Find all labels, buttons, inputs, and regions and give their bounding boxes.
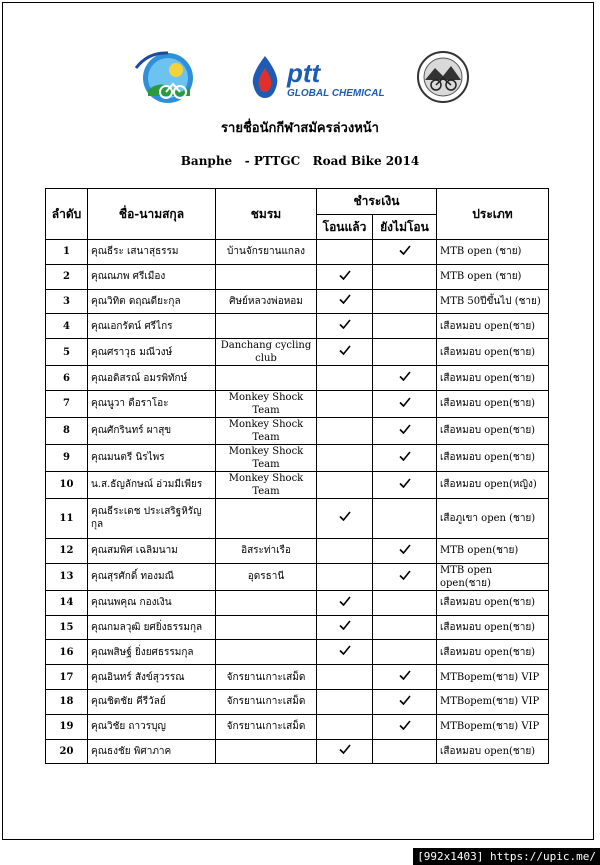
participant-name: คุณเอกรัตน์ ศรีไกร: [88, 314, 216, 339]
table-row: [46, 665, 549, 690]
unpaid-cell: [373, 739, 437, 764]
check-icon: [399, 544, 411, 554]
club-name: [216, 264, 317, 289]
race-category: เสือหมอบ open(ชาย): [437, 390, 549, 417]
club-name: ศิษย์หลวงพ่อหอม: [216, 289, 317, 314]
club-name: Monkey Shock Team: [216, 471, 317, 498]
paid-cell: [317, 366, 373, 391]
unpaid-cell: [373, 366, 437, 391]
race-category: เสือภูเขา open (ชาย): [437, 498, 549, 538]
paid-cell: [317, 417, 373, 444]
paid-cell: [317, 615, 373, 640]
participant-name: คุณสุรศักดิ์ ทองมณี: [88, 563, 216, 590]
club-name: [216, 366, 317, 391]
check-icon: [399, 397, 411, 407]
ptt-logo-text: ptt: [287, 58, 321, 88]
header-category: ประเภท: [437, 189, 549, 240]
participant-name: คุณมนตรี นิรไพร: [88, 444, 216, 471]
table-row: [46, 339, 549, 366]
check-icon: [339, 511, 351, 521]
race-category: MTB open (ชาย): [437, 240, 549, 265]
club-name: จักรยานเกาะเสม็ด: [216, 665, 317, 690]
race-category: เสือหมอบ open(ชาย): [437, 417, 549, 444]
participant-name: คุณพสิษฐ์ ยิ่งยศธรรมกุล: [88, 640, 216, 665]
row-number: 1: [46, 240, 88, 265]
image-host-footer: [992x1403] https://upic.me/: [413, 848, 600, 865]
paid-cell: [317, 289, 373, 314]
participant-name: คุณวิชัย ถาวรบุญ: [88, 714, 216, 739]
unpaid-cell: [373, 689, 437, 714]
table-row: [46, 390, 549, 417]
club-name: Monkey Shock Team: [216, 390, 317, 417]
unpaid-cell: [373, 289, 437, 314]
table-row: [46, 739, 549, 764]
unpaid-cell: [373, 590, 437, 615]
table-row: [46, 240, 549, 265]
row-number: 5: [46, 339, 88, 366]
check-icon: [399, 371, 411, 381]
check-icon: [339, 270, 351, 280]
participant-table-body: [46, 240, 549, 764]
row-number: 8: [46, 417, 88, 444]
unpaid-cell: [373, 339, 437, 366]
participant-name: น.ส.ธัญลักษณ์ อ่วมมีเพียร: [88, 471, 216, 498]
row-number: 4: [46, 314, 88, 339]
row-number: 7: [46, 390, 88, 417]
global-chemical-logo-text: GLOBAL CHEMICAL: [287, 88, 385, 99]
club-name: จักรยานเกาะเสม็ด: [216, 714, 317, 739]
row-number: 10: [46, 471, 88, 498]
unpaid-cell: [373, 417, 437, 444]
paid-cell: [317, 471, 373, 498]
paid-cell: [317, 714, 373, 739]
paid-cell: [317, 640, 373, 665]
unpaid-cell: [373, 538, 437, 563]
race-category: เสือหมอบ open(ชาย): [437, 739, 549, 764]
club-name: จักรยานเกาะเสม็ด: [216, 689, 317, 714]
cycling-club-logo: [128, 50, 206, 106]
header-unpaid: ยังไม่โอน: [373, 215, 437, 240]
check-icon: [339, 596, 351, 606]
paid-cell: [317, 314, 373, 339]
table-row: [46, 498, 549, 538]
race-category: MTBopem(ชาย) VIP: [437, 689, 549, 714]
header-club: ชมรม: [216, 189, 317, 240]
row-number: 19: [46, 714, 88, 739]
document-title: รายชื่อนักกีฬาสมัครล่วงหน้า: [221, 121, 379, 136]
participant-name: คุณนูวา ดือราโอะ: [88, 390, 216, 417]
table-row: [46, 471, 549, 498]
check-icon: [339, 744, 351, 754]
row-number: 16: [46, 640, 88, 665]
paid-cell: [317, 563, 373, 590]
participant-name: คุณศราวุธ มณีวงษ์: [88, 339, 216, 366]
check-icon: [399, 451, 411, 461]
participant-name: คุณธีระ เสนาสุธรรม: [88, 240, 216, 265]
race-category: MTBopem(ชาย) VIP: [437, 665, 549, 690]
unpaid-cell: [373, 264, 437, 289]
club-name: Danchang cycling club: [216, 339, 317, 366]
participant-name: คุณณภพ ศรีเมือง: [88, 264, 216, 289]
table-row: [46, 417, 549, 444]
unpaid-cell: [373, 390, 437, 417]
row-number: 3: [46, 289, 88, 314]
participant-name: คุณนพคุณ กองเงิน: [88, 590, 216, 615]
paid-cell: [317, 590, 373, 615]
table-row: [46, 590, 549, 615]
table-row: [46, 314, 549, 339]
check-icon: [399, 245, 411, 255]
unpaid-cell: [373, 640, 437, 665]
paid-cell: [317, 665, 373, 690]
race-category: เสือหมอบ open(ชาย): [437, 615, 549, 640]
club-name: บ้านจักรยานแกลง: [216, 240, 317, 265]
table-row: [46, 366, 549, 391]
paid-cell: [317, 689, 373, 714]
row-number: 20: [46, 739, 88, 764]
club-name: [216, 615, 317, 640]
row-number: 18: [46, 689, 88, 714]
paid-cell: [317, 444, 373, 471]
row-number: 14: [46, 590, 88, 615]
unpaid-cell: [373, 615, 437, 640]
event-subtitle: Banphe - PTTGC Road Bike 2014: [180, 154, 420, 168]
paid-cell: [317, 339, 373, 366]
paid-cell: [317, 538, 373, 563]
unpaid-cell: [373, 714, 437, 739]
table-row: [46, 538, 549, 563]
check-icon: [399, 695, 411, 705]
unpaid-cell: [373, 665, 437, 690]
race-category: เสือหมอบ open(ชาย): [437, 444, 549, 471]
table-row: [46, 615, 549, 640]
table-row: [46, 714, 549, 739]
participant-name: คุณธงชัย พิศาภาค: [88, 739, 216, 764]
paid-cell: [317, 390, 373, 417]
check-icon: [399, 478, 411, 488]
race-category: เสือหมอบ open(หญิง): [437, 471, 549, 498]
row-number: 2: [46, 264, 88, 289]
row-number: 13: [46, 563, 88, 590]
check-icon: [339, 620, 351, 630]
participant-name: คุณชิตชัย คีรีวัลย์: [88, 689, 216, 714]
check-icon: [339, 294, 351, 304]
road-bike-emblem-logo: [413, 50, 473, 104]
check-icon: [339, 345, 351, 355]
paid-cell: [317, 240, 373, 265]
participant-name: คุณสมพิศ เฉลิมนาม: [88, 538, 216, 563]
race-category: MTB open open(ชาย): [437, 563, 549, 590]
participant-name: คุณศักรินทร์ ผาสุข: [88, 417, 216, 444]
table-row: [46, 689, 549, 714]
participant-name: คุณกมลวุฒิ ยศยิ่งธรรมกุล: [88, 615, 216, 640]
club-name: [216, 590, 317, 615]
unpaid-cell: [373, 498, 437, 538]
unpaid-cell: [373, 240, 437, 265]
paid-cell: [317, 739, 373, 764]
club-name: อุดรธานี: [216, 563, 317, 590]
row-number: 15: [46, 615, 88, 640]
header-paid: โอนแล้ว: [317, 215, 373, 240]
row-number: 11: [46, 498, 88, 538]
row-number: 12: [46, 538, 88, 563]
check-icon: [339, 319, 351, 329]
race-category: เสือหมอบ open(ชาย): [437, 590, 549, 615]
check-icon: [339, 645, 351, 655]
club-name: Monkey Shock Team: [216, 444, 317, 471]
race-category: MTB open (ชาย): [437, 264, 549, 289]
table-row: [46, 444, 549, 471]
unpaid-cell: [373, 563, 437, 590]
unpaid-cell: [373, 314, 437, 339]
race-category: MTB open(ชาย): [437, 538, 549, 563]
participant-name: คุณอดิสรณ์ อมรพิทักษ์: [88, 366, 216, 391]
unpaid-cell: [373, 444, 437, 471]
participant-name: คุณวิทิต ดฤณดียะกุล: [88, 289, 216, 314]
club-name: [216, 739, 317, 764]
check-icon: [399, 670, 411, 680]
club-name: [216, 314, 317, 339]
row-number: 9: [46, 444, 88, 471]
row-number: 17: [46, 665, 88, 690]
check-icon: [399, 570, 411, 580]
unpaid-cell: [373, 471, 437, 498]
race-category: เสือหมอบ open(ชาย): [437, 339, 549, 366]
table-row: [46, 640, 549, 665]
header-payment: ชำระเงิน: [317, 189, 437, 215]
club-name: Monkey Shock Team: [216, 417, 317, 444]
table-row: [46, 563, 549, 590]
participant-table: [45, 188, 549, 764]
row-number: 6: [46, 366, 88, 391]
paid-cell: [317, 264, 373, 289]
race-category: เสือหมอบ open(ชาย): [437, 314, 549, 339]
header-no: ลำดับ: [46, 189, 88, 240]
paid-cell: [317, 498, 373, 538]
check-icon: [399, 720, 411, 730]
race-category: เสือหมอบ open(ชาย): [437, 366, 549, 391]
table-row: [46, 289, 549, 314]
participant-name: คุณอินทร์ สังข์สุวรรณ: [88, 665, 216, 690]
club-name: [216, 640, 317, 665]
table-row: [46, 264, 549, 289]
race-category: เสือหมอบ open(ชาย): [437, 640, 549, 665]
race-category: MTB 50ปีขึ้นไป (ชาย): [437, 289, 549, 314]
header-name: ชื่อ-นามสกุล: [88, 189, 216, 240]
ptt-global-chemical-logo: [247, 52, 385, 102]
club-name: อิสระท่าเรือ: [216, 538, 317, 563]
club-name: [216, 498, 317, 538]
participant-name: คุณธีระเดช ประเสริฐหิรัญกุล: [88, 498, 216, 538]
race-category: MTBopem(ชาย) VIP: [437, 714, 549, 739]
check-icon: [399, 424, 411, 434]
